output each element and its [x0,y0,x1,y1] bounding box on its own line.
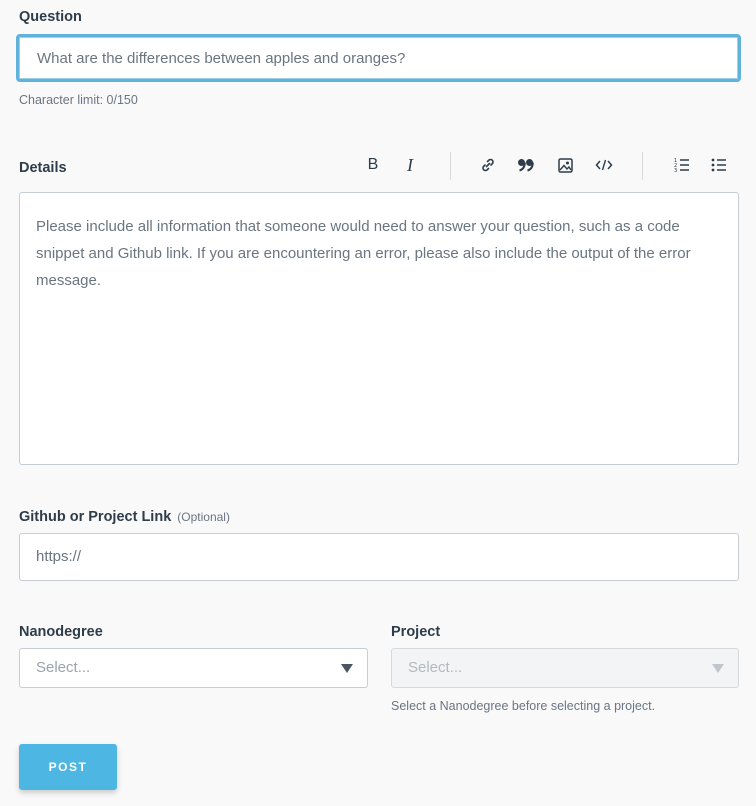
svg-text:1: 1 [674,158,678,164]
code-icon[interactable] [592,152,616,178]
italic-glyph: I [407,154,413,175]
nanodegree-select[interactable] [19,648,368,688]
quote-icon[interactable] [514,152,538,178]
chevron-down-icon [712,664,724,673]
details-textarea[interactable]: Please include all information that someone would need to answer your question, such as a code snippet and Github link. If you are encountering an error, please also include the output of the error message. [19,192,739,465]
github-link-label [19,509,230,525]
github-link-label-text: Github or Project Link [19,509,172,525]
bold-icon[interactable] [361,152,385,178]
link-icon[interactable] [476,152,500,178]
chevron-down-icon [341,664,353,673]
post-button[interactable]: POST [19,744,117,790]
toolbar-divider [450,152,451,180]
project-helper-text: Select a Nanodegree before selecting a project. [391,699,656,713]
image-icon[interactable] [553,152,577,178]
character-limit: Character limit: 0/150 [19,93,138,107]
italic-icon[interactable] [398,152,422,178]
details-label: Details [19,160,67,176]
svg-text:3: 3 [674,168,678,173]
project-label: Project [391,624,441,640]
toolbar-divider [642,152,643,180]
unordered-list-icon[interactable] [707,152,731,178]
nanodegree-select-value: Select... [36,659,91,676]
project-select-value: Select... [408,659,463,676]
project-select[interactable] [391,648,739,688]
ordered-list-icon[interactable] [670,152,694,178]
nanodegree-label: Nanodegree [19,624,103,640]
svg-text:2: 2 [674,163,678,169]
optional-tag: (Optional) [177,510,230,524]
github-link-input[interactable]: https:// [19,533,739,581]
bold-glyph: B [367,156,379,173]
question-label: Question [19,9,82,25]
question-input[interactable]: What are the differences between apples and oranges? [16,34,741,82]
